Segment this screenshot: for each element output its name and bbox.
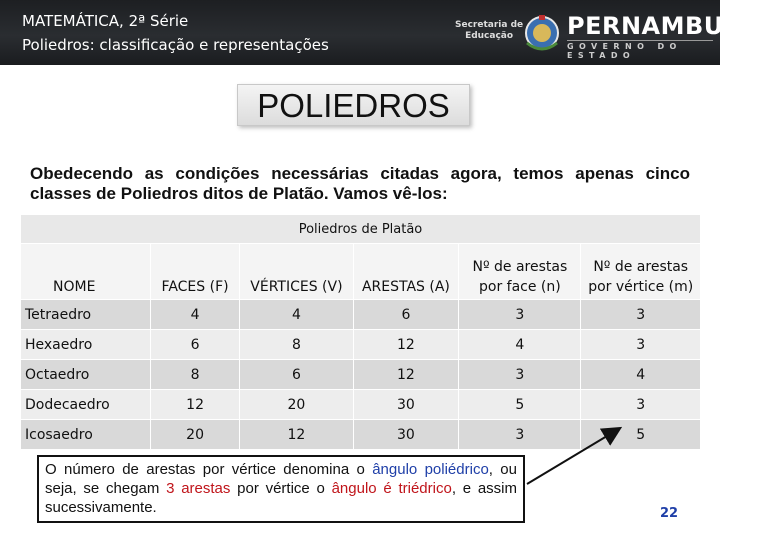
table-row [21,360,701,390]
cell-n: 3 [459,300,581,330]
cell-vertices: 20 [240,390,353,420]
brand-subtitle: GOVERNO DO ESTADO [567,42,682,60]
note-highlight-3-arestas: 3 arestas [166,480,231,497]
cell-vertices: 8 [240,330,353,360]
table-row [21,300,701,330]
table-header-row [21,244,701,300]
cell-arestas: 12 [353,360,459,390]
intro-paragraph: Obedecendo as condições necessárias citadas agora, temos apenas cinco classes de Poliedros ditos de Platão. Vamos vê-los: [30,164,690,203]
note-highlight-angulo-poliedrico: ângulo poliédrico [372,461,489,478]
slide-title-box [237,84,470,126]
header-m-line2: por vértice (m) [588,279,694,295]
cell-arestas: 30 [353,420,459,450]
cell-n: 5 [459,390,581,420]
cell-vertices: 12 [240,420,353,450]
slide-header [0,0,763,65]
note-highlight-angulo-triedrico: ângulo é triédrico [331,480,452,497]
header-name: NOME [21,244,151,300]
table-row [21,420,701,450]
cell-name: Icosaedro [21,420,151,450]
cell-arestas: 30 [353,390,459,420]
header-m-line1: Nº de arestas [593,259,689,275]
cell-m: 5 [581,420,701,450]
table-caption: Poliedros de Platão [21,215,701,244]
cell-arestas: 12 [353,330,459,360]
cell-faces: 20 [150,420,239,450]
cell-faces: 4 [150,300,239,330]
header-arestas: ARESTAS (A) [353,244,459,300]
cell-vertices: 6 [240,360,353,390]
cell-m: 3 [581,330,701,360]
cell-name: Hexaedro [21,330,151,360]
cell-faces: 6 [150,330,239,360]
brand-divider [567,40,713,41]
header-faces: FACES (F) [150,244,239,300]
state-seal-icon [523,13,561,53]
note-text-2: , ou seja, se chegam [45,461,517,497]
cell-faces: 8 [150,360,239,390]
header-vertices: VÉRTICES (V) [240,244,353,300]
cell-m: 4 [581,360,701,390]
header-n-line1: Nº de arestas [472,259,568,275]
note-text-1: O número de arestas por vértice denomina o [45,461,373,478]
table-row [21,390,701,420]
cell-name: Tetraedro [21,300,151,330]
cell-n: 3 [459,360,581,390]
cell-m: 3 [581,390,701,420]
secretaria-line2: Educação [465,31,514,41]
cell-name: Dodecaedro [21,390,151,420]
cell-arestas: 6 [353,300,459,330]
cell-m: 3 [581,300,701,330]
header-arestas-por-vertice [581,244,701,300]
cell-n: 3 [459,420,581,450]
brand-logo-text: PERNAMBUCO [567,12,763,40]
page-number: 22 [660,506,679,521]
note-text-3: por vértice o [230,480,332,497]
platonic-solids-table [20,214,701,450]
note-box [37,455,525,523]
slide-title: POLIEDROS [257,87,450,124]
secretaria-label [455,20,523,42]
lesson-title: Poliedros: classificação e representações [22,36,329,54]
table-row [21,330,701,360]
subject-title: MATEMÁTICA, 2ª Série [22,12,189,30]
note-text-4: , e assim sucessivamente. [45,480,517,516]
cell-faces: 12 [150,390,239,420]
header-arestas-por-face [459,244,581,300]
header-n-line2: por face (n) [479,279,561,295]
cell-n: 4 [459,330,581,360]
cell-vertices: 4 [240,300,353,330]
secretaria-line1: Secretaria de [455,20,524,30]
cell-name: Octaedro [21,360,151,390]
